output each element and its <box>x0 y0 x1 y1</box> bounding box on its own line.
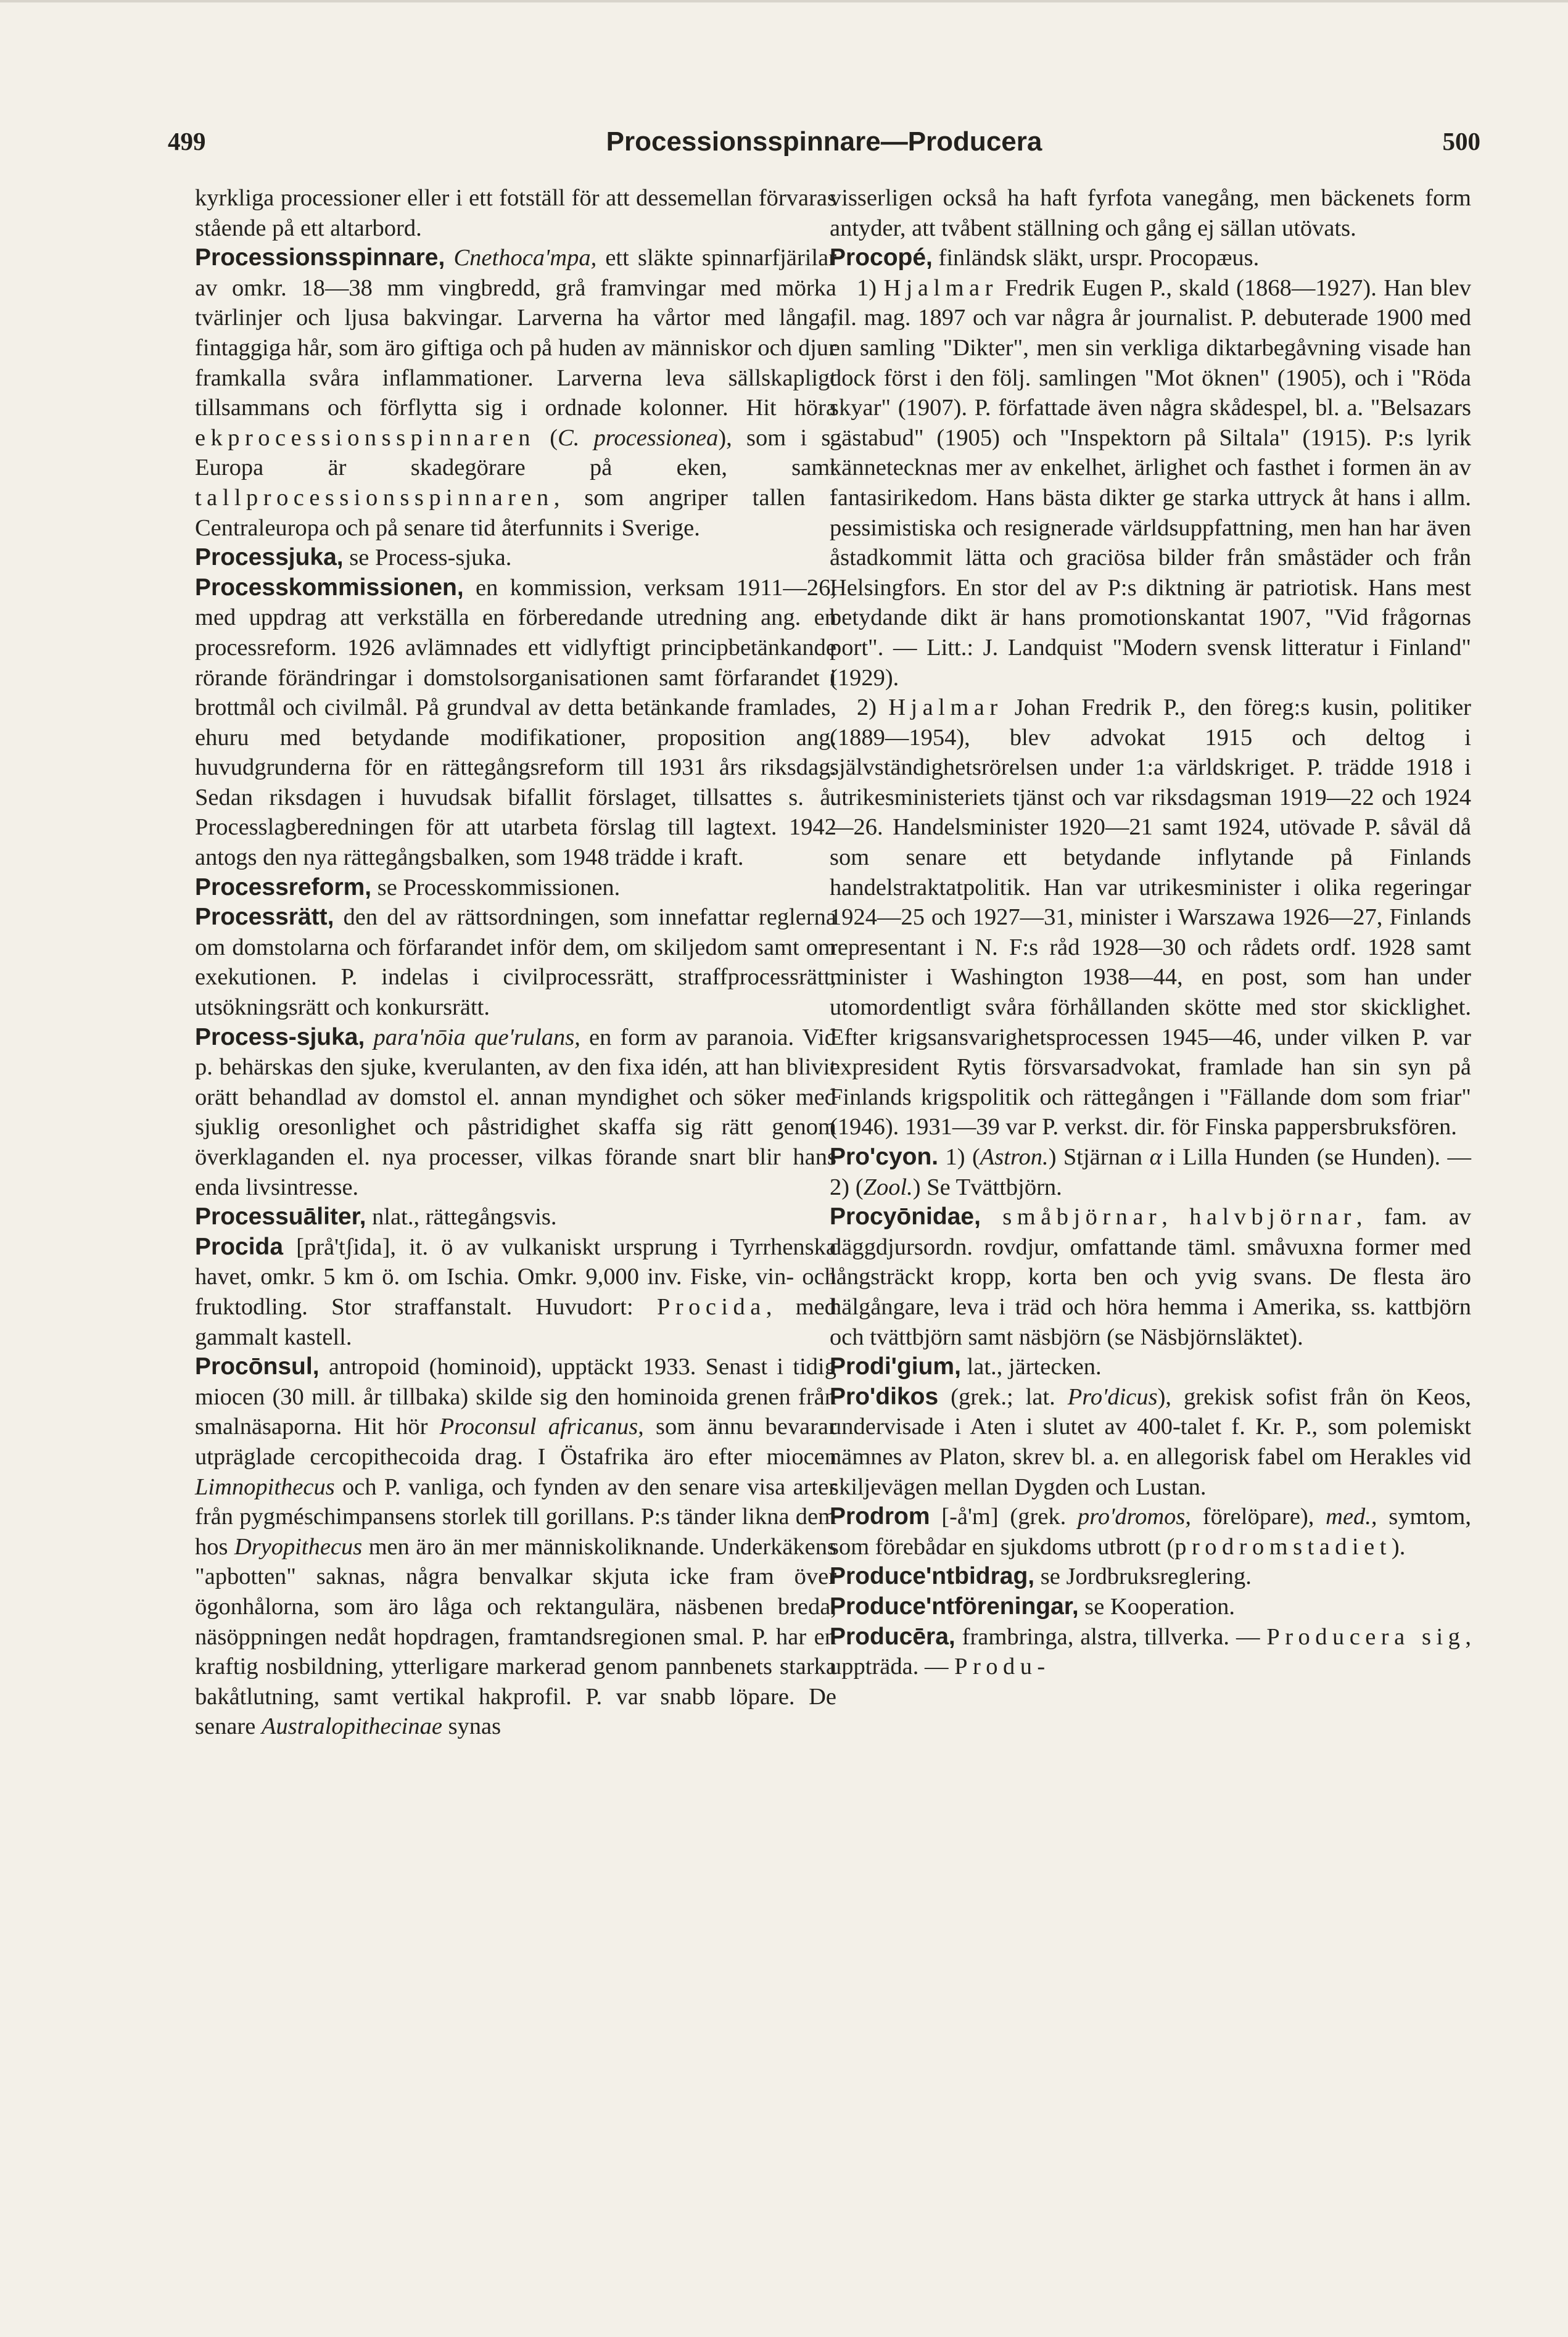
headword: Processkommissionen, <box>195 574 464 601</box>
entry-text: och P. vanliga, och fynden av den senare visa arter från pygméschimpansens storlek till gorillans. P:s tänder likna dem hos <box>195 1474 836 1560</box>
entry-text: se Jordbruksreglering. <box>1034 1564 1252 1590</box>
entry-text: [prå'tʃida], it. ö av vulkaniskt ursprung i Tyrrhenska havet, omkr. 5 km ö. om Ischia. Omkr. 9,000 inv. Fiske, vin- och fruktodling. Stor straffanstalt. Huvudort: <box>195 1234 836 1320</box>
entry-text: frambringa, alstra, tillverka. — <box>955 1623 1267 1650</box>
italic-text: Dryopithecus <box>234 1533 363 1560</box>
headword: Producēra, <box>830 1623 955 1650</box>
spaced-text: Procida <box>656 1293 766 1320</box>
headword: Prodi'gium, <box>830 1353 961 1380</box>
entry-text: en form av paranoia. Vid p. behärskas den sjuke, kverulanten, av den fixa idén, att han blivit orätt behandlad av domstol el. annan myndighet och söker med sjuklig oresonlighet och påstridighet skaffa sig rätt genom överklaganden el. nya processer, vilkas förande snart blir hans enda livsintresse. <box>195 1024 836 1200</box>
entry-text: , med gammalt kastell. <box>195 1293 836 1350</box>
dictionary-entry <box>195 573 836 873</box>
entry-text: ett släkte spinnarfjärilar av omkr. 18—38 mm vingbredd, grå framvingar med mörka tvärlinjer och ljusa bakvingar. Larverna ha vårtor med långa, fintaggiga hår, som äro giftiga och på huden av människor och djur framkalla svåra inflammationer. Larverna leva sällskapligt tillsammans och förflytta sig i ordnade kolonner. Hit höra <box>195 245 837 421</box>
sub-entry <box>830 693 1471 1142</box>
entry-text: synas <box>442 1713 501 1740</box>
spaced-text: småbjörnar <box>1002 1204 1162 1230</box>
italic-text: C. processionea <box>558 424 719 451</box>
dictionary-entry <box>830 1502 1471 1562</box>
entry-text: nlat., rättegångsvis. <box>366 1204 557 1230</box>
headword: Procyōnidae, <box>830 1203 981 1230</box>
entry-text: ( <box>535 424 558 451</box>
entry-text: se Kooperation. <box>1078 1593 1236 1620</box>
italic-text: Cnethoca'mpa, <box>453 245 597 271</box>
italic-text: pro'dromos, <box>1078 1504 1192 1530</box>
entry-text: ), grekisk sofist från ön Keos, undervisade i Aten i slutet av 400-talet f. Kr. P., som polemiskt nämnes av Platon, skrev bl. a. en allegorisk fabel om Herakles vid skiljevägen mellan Dygden och Lustan. <box>830 1383 1471 1500</box>
entry-text: , uppträda. — <box>830 1623 1471 1680</box>
italic-text: Limnopithecus <box>195 1474 335 1500</box>
entry-text: antropoid (hominoid), upptäckt 1933. Senast i tidig miocen (30 mill. år tillbaka) skilde sig den hominoida grenen från smalnäsaporna. Hit hör <box>195 1354 836 1440</box>
headword: Prodrom <box>830 1503 930 1530</box>
italic-text: para'nōia que'rulans, <box>373 1024 580 1050</box>
entry-text <box>365 1024 373 1050</box>
sub-entry <box>830 273 1471 693</box>
page-number-left: 499 <box>168 127 206 155</box>
italic-text: med., <box>1326 1504 1377 1530</box>
headword: Procida <box>195 1233 284 1260</box>
page-header <box>168 126 1480 170</box>
italic-text: Proconsul africanus, <box>439 1414 644 1440</box>
entry-text: ). <box>1391 1533 1406 1560</box>
entry-text: lat., järtecken. <box>960 1354 1102 1380</box>
dictionary-entry <box>830 1202 1471 1352</box>
entry-text: se Processkommissionen. <box>371 874 621 901</box>
headword: Procōnsul, <box>195 1353 320 1380</box>
spaced-text: Hjalmar <box>888 695 1003 721</box>
italic-text: Astron. <box>980 1144 1049 1170</box>
scan-edge <box>0 0 1568 2</box>
dictionary-entry <box>195 543 836 573</box>
dictionary-entry <box>830 1142 1471 1202</box>
entry-text: (grek.; lat. <box>938 1383 1068 1410</box>
dictionary-entry <box>195 1202 836 1232</box>
dictionary-entry <box>830 243 1471 273</box>
italic-text: Zool. <box>863 1174 913 1200</box>
spaced-text: Producera sig <box>1266 1623 1466 1650</box>
left-column <box>195 183 836 1742</box>
entry-text: , fam. av däggdjursordn. rovdjur, omfattande täml. småvuxna former med långsträckt kropp, korta ben och yvig svans. De flesta äro hälgångare, leva i träd och höra hemma i Amerika, ss. kattbjörn och tvättbjörn samt näsbjörn (se Näsbjörnsläktet). <box>830 1204 1472 1350</box>
headword: Processjuka, <box>195 544 344 571</box>
entry-text: ), som i s. Europa är skadegörare på eken, samt <box>195 424 836 481</box>
right-column <box>830 183 1471 1682</box>
entry-text: Johan Fredrik P., den föreg:s kusin, politiker (1889—1954), blev advokat 1915 och deltog i självständighetsrörelsen under 1:a världskriget. P. trädde 1918 i utrikesministeriets tjänst och var riksdagsman 1919—22 och 1924—26. Handelsminister 1920—21 samt 1924, utövade P. såväl då som senare ett betydande inflytande på Finlands handelstraktatpolitik. Han var utrikesminister i olika regeringar 1924—25 och 1927—31, minister i Warszawa 1926—27, Finlands representant i N. F:s råd 1928—30 och rådets ordf. 1928 samt minister i Washington 1938—44, en post, som han under utomordentligt svåra förhållanden skötte med stor skicklighet. Efter krigsansvarighetsprocessen 1945—46, under vilken P. var expresident Rytis försvarsadvokat, framlade han sin syn på Finlands krigspolitik och rättegången i "Fällande dom som friar" (1946). 1931—39 var P. verkst. dir. för Finska pappersbruksfören. <box>830 695 1471 1140</box>
headword: Processrätt, <box>195 904 334 931</box>
entry-text: ) Stjärnan <box>1048 1144 1150 1170</box>
dictionary-entry <box>195 902 836 1022</box>
continued-text <box>195 183 836 243</box>
dictionary-entry <box>830 1622 1471 1682</box>
dictionary-entry <box>195 1023 836 1203</box>
spaced-text: ekprocessionsspinnaren <box>195 424 535 451</box>
entry-text: symtom, som förebådar en sjukdoms utbrott ( <box>830 1504 1471 1560</box>
spaced-text: halvbjörnar <box>1189 1204 1356 1230</box>
entry-text: i Lilla Hunden (se Hunden). — 2) ( <box>830 1144 1472 1200</box>
entry-text: en kommission, verksam 1911—26, med uppdrag att verkställa en förberedande utredning ang. en processreform. 1926 avlämnades ett vidlyftigt principbetänkande rörande förändringar i domstolsorganisationen samt förfarandet i brottmål och civilmål. På grundval av detta betänkande framlades, ehuru med betydande modifikationer, proposition ang. huvudgrunderna för en rättegångsreform till 1931 års riksdag. Sedan riksdagen i huvudsak bifallit förslaget, tillsattes s. å. Processlagberedningen för att utarbeta förslag till lagtext. 1942 antogs den nya rättegångsbalken, som 1948 trädde i kraft. <box>195 574 836 871</box>
italic-text: α <box>1149 1144 1162 1170</box>
entry-text: 2) <box>857 695 889 721</box>
italic-text: Australopithecinae <box>261 1713 442 1740</box>
headword: Pro'dikos <box>830 1383 939 1410</box>
headword: Produce'ntföreningar, <box>830 1593 1079 1620</box>
headword: Procopé, <box>830 244 933 271</box>
entry-text: finländsk släkt, urspr. Procopæus. <box>932 245 1260 271</box>
entry-text: den del av rättsordningen, som innefattar reglerna om domstolarna och förfarandet inför dem, om skiljedom samt om exekutionen. P. indelas i civilprocessrätt, straffprocessrätt, utsökningsrätt och konkursrätt. <box>195 904 836 1021</box>
headword: Produce'ntbidrag, <box>830 1563 1035 1590</box>
entry-text: kyrkliga processioner eller i ett fotställ för att dessemellan förvaras stående på ett altarbord. <box>195 185 836 241</box>
entry-text: men äro än mer människoliknande. Underkäkens "apbotten" saknas, några benvalkar skjuta icke fram över ögonhålorna, som äro låga och rektangulära, näsbenen breda, näsöppningen nedåt hopdragen, framtandsregionen smal. P. har en kraftig nosbildning, ytterligare markerad genom pannbenets starka bakåtlutning, samt vertikal hakprofil. P. var snabb löpare. De senare <box>195 1533 836 1740</box>
dictionary-entry <box>195 1232 836 1352</box>
entry-text: , <box>1162 1204 1190 1230</box>
entry-text: förelöpare), <box>1191 1504 1326 1530</box>
dictionary-entry <box>830 1562 1471 1592</box>
dictionary-entry <box>830 1352 1471 1382</box>
dictionary-entry <box>195 243 836 543</box>
entry-text: se Process-sjuka. <box>343 545 512 571</box>
headword: Processionsspinnare, <box>195 244 445 271</box>
entry-text <box>445 245 453 271</box>
spaced-text: Hjalmar <box>883 274 998 301</box>
entry-text: visserligen också ha haft fyrfota vanegång, men bäckenets form antyder, att tvåbent ställning och gång ej sällan utövats. <box>830 185 1471 241</box>
entry-text: , som angriper tallen i Centraleuropa och på senare tid återfunnits i Sverige. <box>195 484 836 541</box>
dictionary-entry <box>830 1592 1471 1622</box>
continued-text <box>830 183 1471 243</box>
dictionary-entry <box>195 873 836 903</box>
entry-text: [-å'm] (grek. <box>930 1504 1078 1530</box>
dictionary-entry <box>195 1352 836 1742</box>
entry-text: 1) <box>857 274 884 301</box>
spaced-text: tallprocessionsspinnaren <box>195 484 554 511</box>
headword: Process-sjuka, <box>195 1023 365 1050</box>
entry-text <box>981 1204 1002 1230</box>
spaced-text: Produ- <box>954 1654 1050 1680</box>
entry-text: ) Se Tvättbjörn. <box>912 1174 1062 1200</box>
headword: Processuāliter, <box>195 1203 366 1230</box>
headword: Pro'cyon. <box>830 1144 939 1170</box>
page-number-right: 500 <box>1442 127 1480 155</box>
entry-text: Fredrik Eugen P., skald (1868—1927). Han blev fil. mag. 1897 och var några år journalist. P. debuterade 1900 med en samling "Dikter", men sin verkliga diktarbegåvning visade han dock först i den följ. samlingen "Mot öknen" (1905), och i "Röda skyar" (1907). P. författade även några skådespel, bl. a. "Belsazars gästabud" (1905) och "Inspektorn på Siltala" (1915). P:s lyrik kännetecknas mer av enkelhet, ärlighet och fasthet i formen än av fantasirikedom. Hans bästa dikter ge starka uttryck åt hans i allm. pessimistiska och resignerade världsuppfattning, men han har även åstadkommit lätta och graciösa bilder från småstäder och från Helsingfors. En stor del av P:s diktning är patriotisk. Hans mest betydande dikt är hans promotionskantat 1907, "Vid frågornas port". — Litt.: J. Landquist "Modern svensk litteratur i Finland" (1929). <box>830 274 1471 691</box>
dictionary-entry <box>830 1382 1471 1502</box>
entry-text: som ännu bevarar utpräglade cercopithecoida drag. I Östafrika äro efter miocen <box>195 1414 836 1470</box>
headword: Processreform, <box>195 873 372 901</box>
entry-text: 1) ( <box>938 1144 980 1170</box>
spaced-text: prodromstadiet <box>1174 1533 1392 1560</box>
italic-text: Pro'dicus <box>1067 1383 1158 1410</box>
running-title: Processionsspinnare—Producera <box>606 126 1042 157</box>
